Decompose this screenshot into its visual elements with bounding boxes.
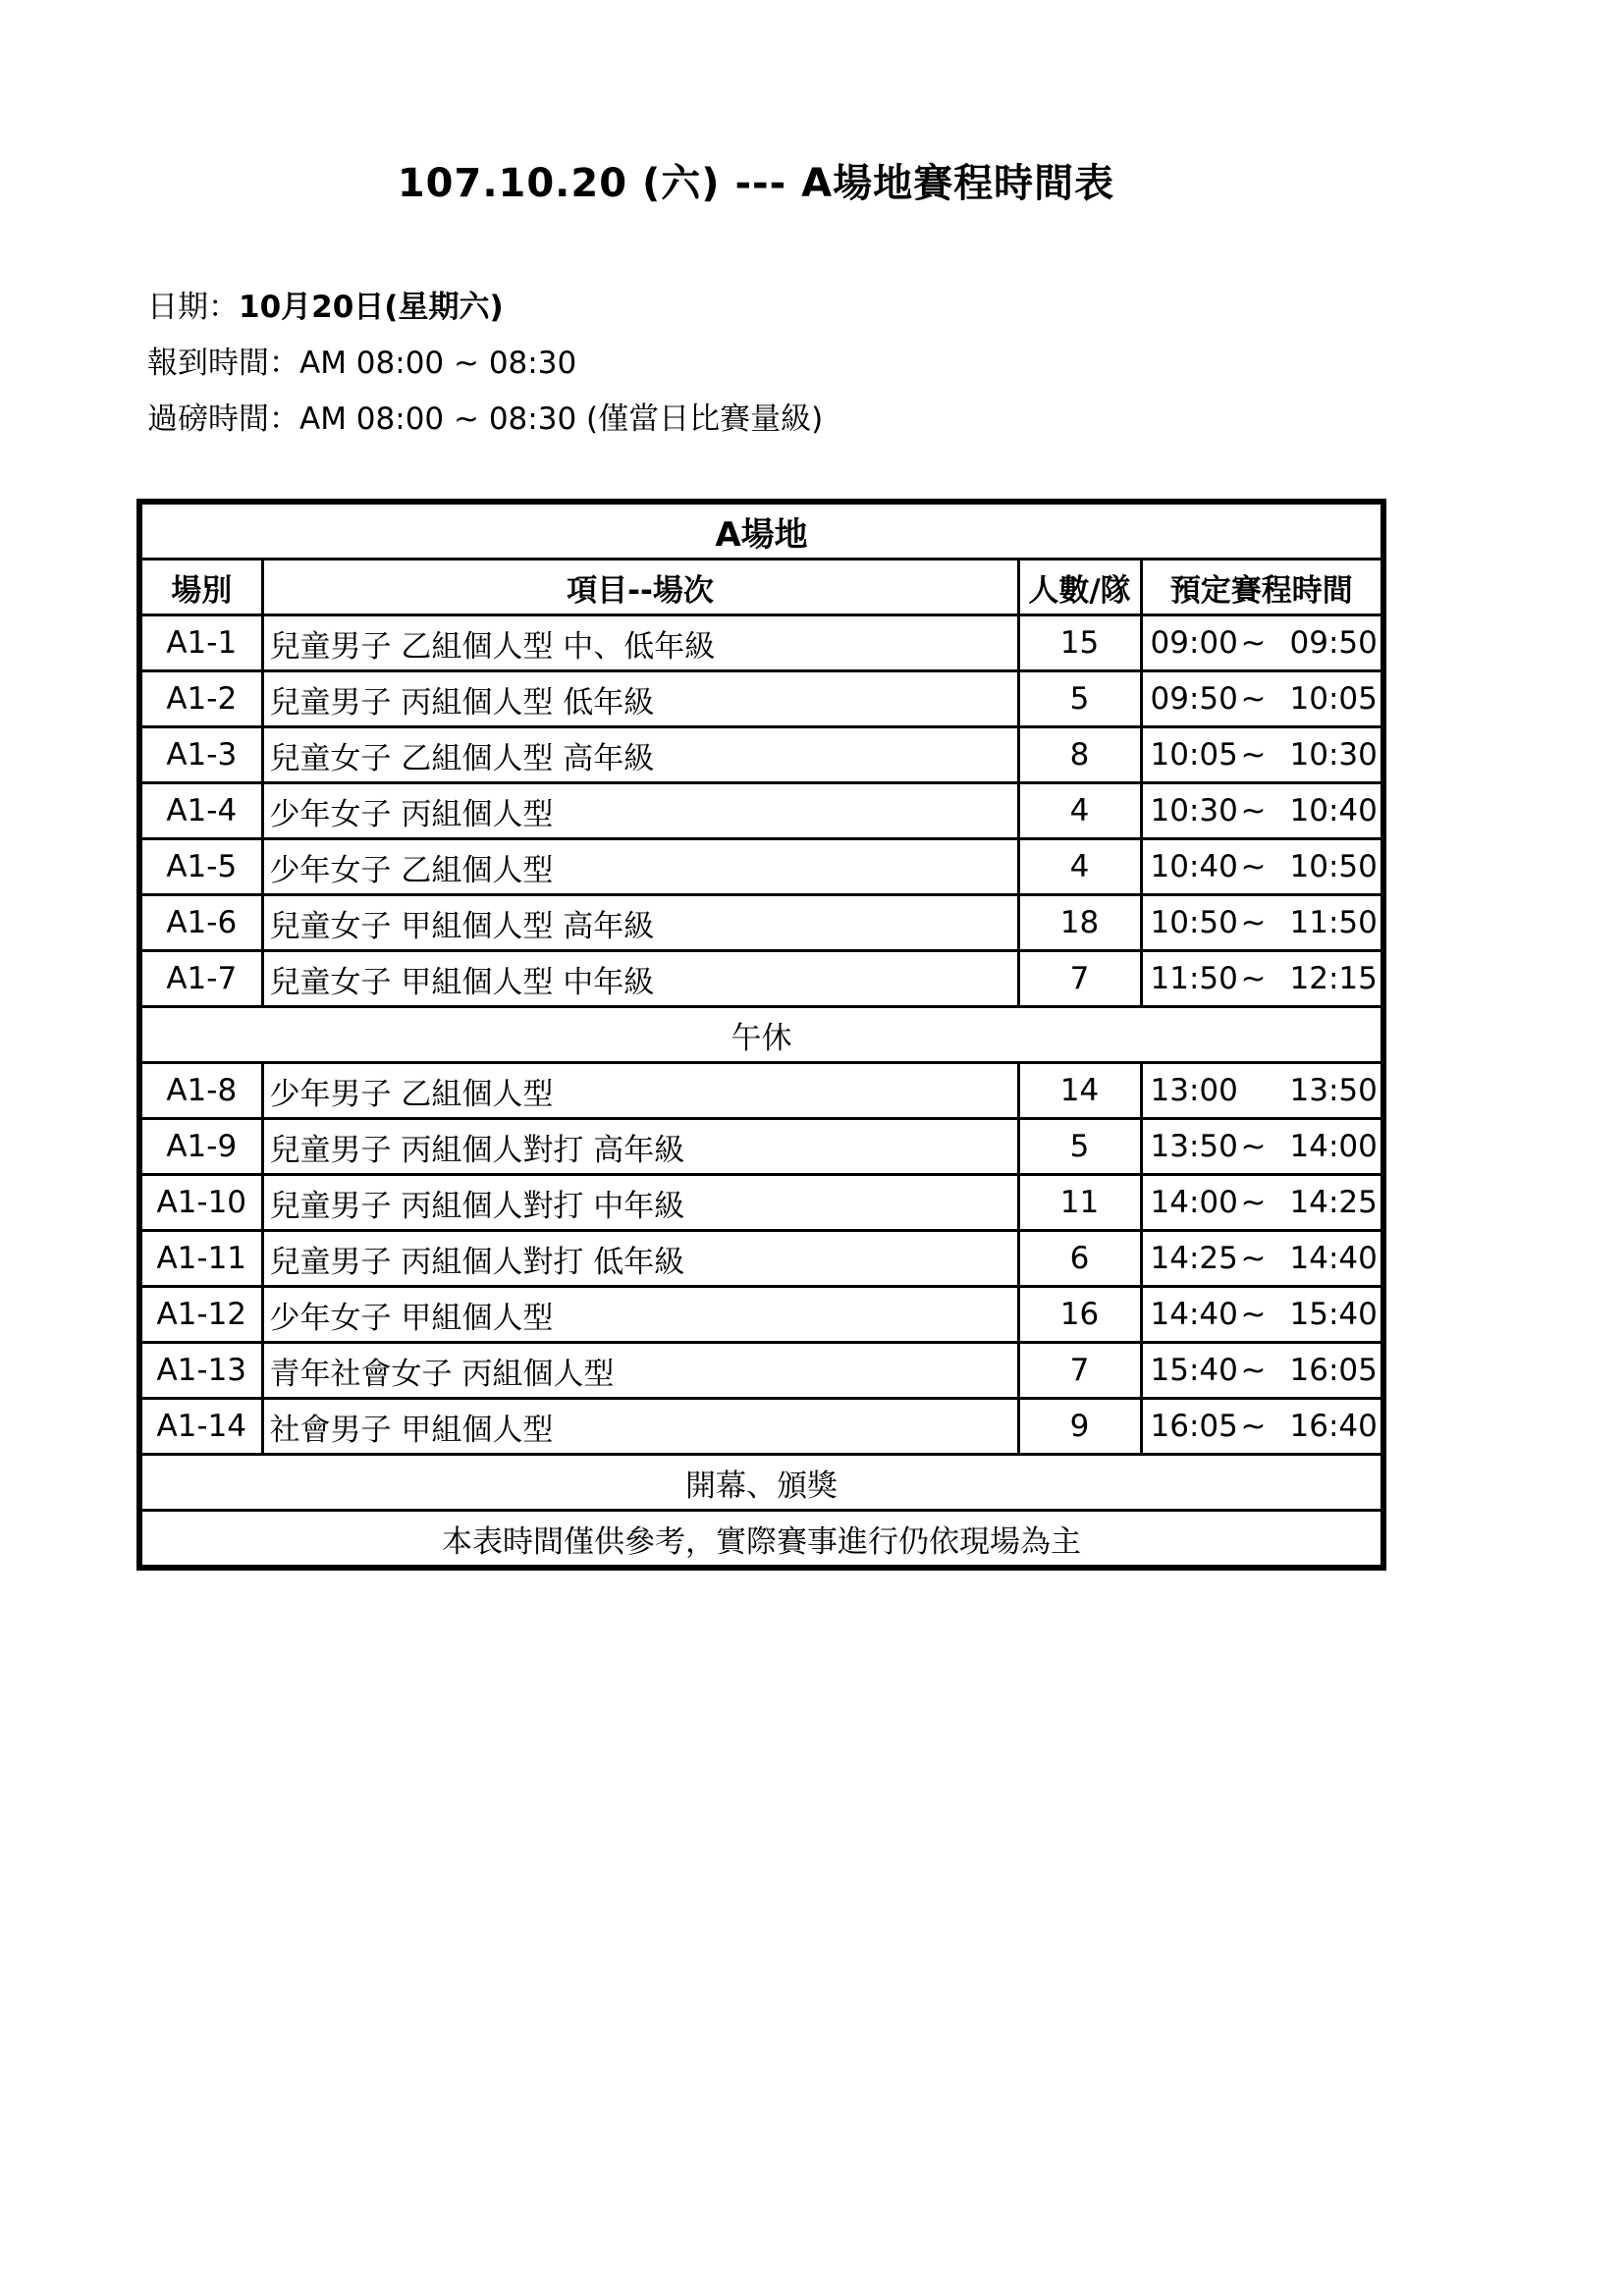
row-item: 兒童男子 丙組個人型 低年級 [262, 671, 1018, 727]
row-time [1141, 727, 1383, 783]
row-count: 18 [1018, 895, 1141, 951]
time-separator: ~ [1240, 1241, 1267, 1276]
header-time: 預定賽程時間 [1141, 560, 1383, 615]
row-time [1141, 1231, 1383, 1287]
row-code: A1-10 [139, 1175, 262, 1231]
table-row [139, 1063, 1383, 1119]
table-row [139, 727, 1383, 783]
time-separator: ~ [1240, 737, 1267, 773]
row-count: 15 [1018, 615, 1141, 671]
row-time [1141, 1175, 1383, 1231]
event-date [147, 280, 823, 336]
row-count: 4 [1018, 783, 1141, 839]
row-item: 少年女子 丙組個人型 [262, 783, 1018, 839]
time-end: 11:50 [1289, 905, 1378, 940]
row-code: A1-12 [139, 1287, 262, 1343]
row-count: 6 [1018, 1231, 1141, 1287]
time-start: 09:00 [1150, 625, 1238, 661]
row-item: 兒童女子 甲組個人型 中年級 [262, 951, 1018, 1007]
table-row [139, 895, 1383, 951]
time-separator: ~ [1240, 625, 1267, 661]
row-count: 7 [1018, 1343, 1141, 1399]
time-separator: ~ [1240, 1409, 1267, 1444]
checkin-time: 報到時間：AM 08:00 ~ 08:30 [147, 346, 577, 381]
table-row [139, 783, 1383, 839]
time-end: 14:00 [1289, 1129, 1378, 1164]
row-item: 少年男子 乙組個人型 [262, 1063, 1018, 1119]
row-time [1141, 839, 1383, 895]
time-start: 16:05 [1150, 1409, 1238, 1444]
row-item: 少年女子 乙組個人型 [262, 839, 1018, 895]
time-end: 13:50 [1289, 1073, 1378, 1108]
row-count: 5 [1018, 671, 1141, 727]
row-time [1141, 951, 1383, 1007]
time-start: 10:40 [1150, 849, 1238, 884]
time-separator: ~ [1240, 961, 1267, 996]
row-time [1141, 671, 1383, 727]
schedule-note: 本表時間僅供參考，實際賽事進行仍依現場為主 [139, 1511, 1383, 1569]
time-start: 13:00 [1150, 1073, 1238, 1108]
row-item: 兒童男子 丙組個人對打 高年級 [262, 1119, 1018, 1175]
time-end: 16:40 [1289, 1409, 1378, 1444]
header-item: 項目--場次 [262, 560, 1018, 615]
time-end: 10:50 [1289, 849, 1378, 884]
table-row [139, 1287, 1383, 1343]
row-count: 16 [1018, 1287, 1141, 1343]
time-end: 10:40 [1289, 793, 1378, 828]
time-separator: ~ [1240, 1185, 1267, 1220]
time-separator: ~ [1240, 681, 1267, 717]
venue-title: A場地 [139, 502, 1383, 560]
time-end: 12:15 [1289, 961, 1378, 996]
venue-row [139, 502, 1383, 560]
header-count: 人數/隊 [1018, 560, 1141, 615]
row-item: 兒童女子 乙組個人型 高年級 [262, 727, 1018, 783]
table-row [139, 1399, 1383, 1455]
row-count: 8 [1018, 727, 1141, 783]
date-value: 10月20日(星期六) [239, 290, 504, 325]
table-row [139, 615, 1383, 671]
row-time [1141, 783, 1383, 839]
lunch-break-row [139, 1007, 1383, 1063]
time-end: 10:05 [1289, 681, 1378, 717]
weighin-time: 過磅時間：AM 08:00 ~ 08:30 (僅當日比賽量級) [147, 401, 824, 437]
schedule-table [136, 499, 1386, 1571]
row-code: A1-2 [139, 671, 262, 727]
time-separator: ~ [1240, 793, 1267, 828]
row-time [1141, 1063, 1383, 1119]
table-row [139, 1175, 1383, 1231]
row-count: 7 [1018, 951, 1141, 1007]
date-label: 日期： [147, 290, 239, 325]
time-start: 11:50 [1150, 961, 1238, 996]
row-code: A1-13 [139, 1343, 262, 1399]
time-end: 16:05 [1289, 1353, 1378, 1388]
row-count: 14 [1018, 1063, 1141, 1119]
time-start: 10:50 [1150, 905, 1238, 940]
schedule-note-row [139, 1511, 1383, 1569]
row-code: A1-14 [139, 1399, 262, 1455]
row-count: 9 [1018, 1399, 1141, 1455]
row-time [1141, 1399, 1383, 1455]
time-start: 13:50 [1150, 1129, 1238, 1164]
time-end: 14:25 [1289, 1185, 1378, 1220]
row-item: 兒童男子 丙組個人對打 中年級 [262, 1175, 1018, 1231]
row-item: 青年社會女子 丙組個人型 [262, 1343, 1018, 1399]
time-start: 14:00 [1150, 1185, 1238, 1220]
row-item: 兒童男子 乙組個人型 中、低年級 [262, 615, 1018, 671]
row-code: A1-3 [139, 727, 262, 783]
row-item: 少年女子 甲組個人型 [262, 1287, 1018, 1343]
table-row [139, 951, 1383, 1007]
row-time [1141, 1287, 1383, 1343]
row-count: 11 [1018, 1175, 1141, 1231]
time-separator: ~ [1240, 1353, 1267, 1388]
time-start: 09:50 [1150, 681, 1238, 717]
time-end: 09:50 [1289, 625, 1378, 661]
header-code: 場別 [139, 560, 262, 615]
row-item: 兒童女子 甲組個人型 高年級 [262, 895, 1018, 951]
row-code: A1-8 [139, 1063, 262, 1119]
row-time [1141, 895, 1383, 951]
time-separator: ~ [1240, 1129, 1267, 1164]
row-time [1141, 615, 1383, 671]
time-start: 10:05 [1150, 737, 1238, 773]
table-row [139, 839, 1383, 895]
table-row [139, 1343, 1383, 1399]
row-code: A1-7 [139, 951, 262, 1007]
row-code: A1-6 [139, 895, 262, 951]
row-code: A1-9 [139, 1119, 262, 1175]
row-item: 社會男子 甲組個人型 [262, 1399, 1018, 1455]
row-time [1141, 1343, 1383, 1399]
time-start: 15:40 [1150, 1353, 1238, 1388]
row-count: 4 [1018, 839, 1141, 895]
time-start: 10:30 [1150, 793, 1238, 828]
event-info [147, 280, 823, 448]
time-separator: ~ [1240, 905, 1267, 940]
row-count: 5 [1018, 1119, 1141, 1175]
time-start: 14:40 [1150, 1297, 1238, 1332]
time-start: 14:25 [1150, 1241, 1238, 1276]
row-code: A1-5 [139, 839, 262, 895]
row-code: A1-11 [139, 1231, 262, 1287]
row-time [1141, 1119, 1383, 1175]
closing-ceremony-row [139, 1455, 1383, 1511]
row-code: A1-1 [139, 615, 262, 671]
row-code: A1-4 [139, 783, 262, 839]
table-header-row [139, 560, 1383, 615]
time-end: 14:40 [1289, 1241, 1378, 1276]
time-separator: ~ [1240, 849, 1267, 884]
table-row [139, 1231, 1383, 1287]
table-row [139, 671, 1383, 727]
lunch-break: 午休 [139, 1007, 1383, 1063]
row-item: 兒童男子 丙組個人對打 低年級 [262, 1231, 1018, 1287]
time-separator: ~ [1240, 1297, 1267, 1332]
time-end: 10:30 [1289, 737, 1378, 773]
time-end: 15:40 [1289, 1297, 1378, 1332]
table-row [139, 1119, 1383, 1175]
page-title: 107.10.20 (六) --- A場地賽程時間表 [397, 161, 1115, 206]
closing-ceremony: 開幕、頒獎 [139, 1455, 1383, 1511]
